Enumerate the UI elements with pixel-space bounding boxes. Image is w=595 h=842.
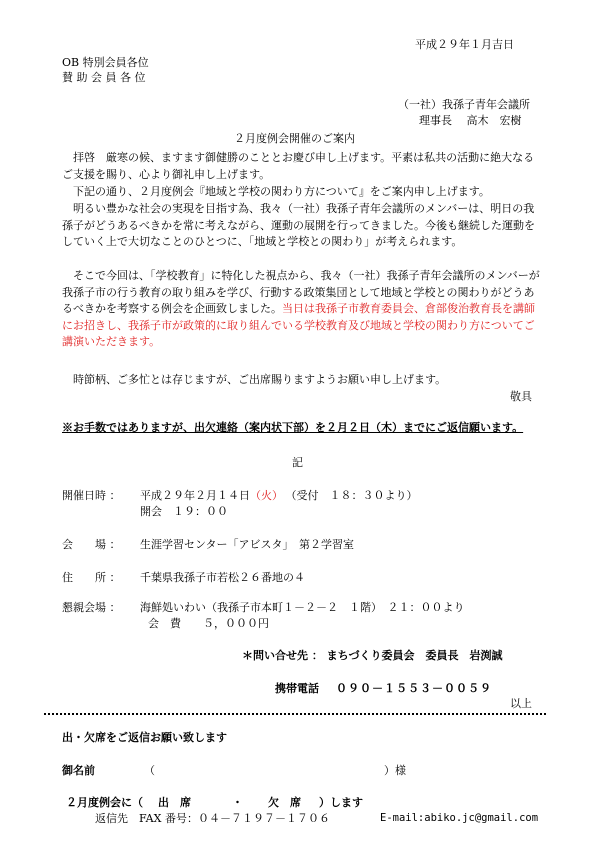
- event-weekday: （火）: [250, 489, 283, 502]
- party-venue: 海鮮処いわい（我孫子市本町１－２－２ １階） ２１：００より: [140, 601, 465, 614]
- paragraph-request: 時節柄、ご多忙とは存じますが、ご出席賜りますようお願い申し上げます。: [62, 373, 447, 386]
- sender-org: （一社）我孫子青年会議所: [398, 98, 530, 111]
- name-label: 御名前: [62, 764, 95, 777]
- letter-date: 平成２９年１月吉日: [415, 38, 514, 51]
- attend-option[interactable]: 出 席: [158, 796, 191, 809]
- closing-keigu: 敬具: [510, 390, 532, 403]
- event-date-text: 平成２９年２月１４日: [140, 489, 250, 502]
- ki-marker: 記: [292, 456, 303, 469]
- date-label: 開催日時 ：: [62, 489, 121, 502]
- party-label: 懇親会場 ：: [62, 601, 121, 614]
- reply-email[interactable]: E-mail:abiko.jc@gmail.com: [380, 812, 539, 824]
- address: 千葉県我孫子市若松２６番地の４: [140, 571, 305, 584]
- attendance-suffix: ）します: [319, 796, 363, 809]
- speaker-highlight: 当日は我孫子市教育委員会、倉部俊治教育長を講師にお招きし、我孫子市が政策的に取り組んでいる学校教育及び地域と学校の関わり方についてご講演いただきます。: [62, 302, 535, 348]
- paragraph-background: 明るい豊かな社会の実現を目指す為、我々（一社）我孫子青年会議所のメンバーは、明日の我孫子がどうあるべきかを常に考えながら、運動の展開を行ってきました。今後も継続した運動をしていく上で大切なことのひとつに、「地域と学校との関わり」が考えられます。: [62, 202, 535, 248]
- attendance-prefix: ２月度例会に（: [66, 796, 143, 809]
- name-close-paren[interactable]: ）様: [384, 764, 406, 777]
- phone-label: 携帯電話: [275, 682, 319, 695]
- recipient-support: 賛 助 会 員 各 位: [62, 71, 146, 84]
- letter-title: ２月度例会開催のご案内: [234, 132, 355, 145]
- reply-heading: 出・欠席をご返信お願い致します: [62, 731, 227, 744]
- dotted-cut-line: [44, 713, 546, 715]
- event-date: [140, 489, 418, 502]
- reply-deadline-notice: ※お手数ではありますが、出欠連絡（案内状下部）を２月２日（木）までにご返信願います。: [62, 421, 524, 434]
- venue: 生涯学習センター「アビスタ」 第２学習室: [140, 538, 355, 551]
- option-separator: ・: [232, 796, 243, 809]
- name-open-paren: （: [144, 764, 155, 777]
- venue-label: 会 場 ：: [62, 538, 121, 551]
- purpose-text: そこで今回は、「学校教育」に特化した視点から、我々（一社）我孫子青年会議所のメンバーが我孫子市の行う教育の取り組みを学び、行動する政策集団として地域と学校との関わりがどうあるべきかを考察する例会を企画致しました。: [62, 269, 540, 315]
- inquiry-contact: ＊問い合せ先 ： まちづくり委員会 委員長 岩渕誠: [242, 649, 503, 662]
- reply-fax: 返信先 FAX 番号：０４－７１９７－１７０６: [95, 812, 330, 825]
- paragraph-announcement: 下記の通り、２月度例会『地域と学校の関わり方について』をご案内申し上げます。: [62, 185, 490, 198]
- phone-number: ０９０－１５５３－００５９: [336, 682, 492, 695]
- paragraph-purpose: [62, 268, 540, 351]
- reception-time: （受付 １８：３０より）: [291, 489, 418, 502]
- sender-name: 理事長 高木 宏樹: [419, 114, 522, 127]
- address-label: 住 所 ：: [62, 571, 121, 584]
- absent-option[interactable]: 欠 席: [268, 796, 301, 809]
- paragraph-greeting: 拝啓 厳寒の候、ますます御健勝のこととお慶び申し上げます。平素は私共の活動に絶大なるご支援を賜り、心より御礼申し上げます。: [62, 151, 535, 181]
- opening-time: 開会 １９：００: [140, 505, 228, 518]
- recipient-ob: OB 特別会員各位: [62, 56, 149, 69]
- closing-ijo: 以上: [510, 697, 532, 710]
- party-fee: 会 費 ５，０００円: [148, 617, 269, 630]
